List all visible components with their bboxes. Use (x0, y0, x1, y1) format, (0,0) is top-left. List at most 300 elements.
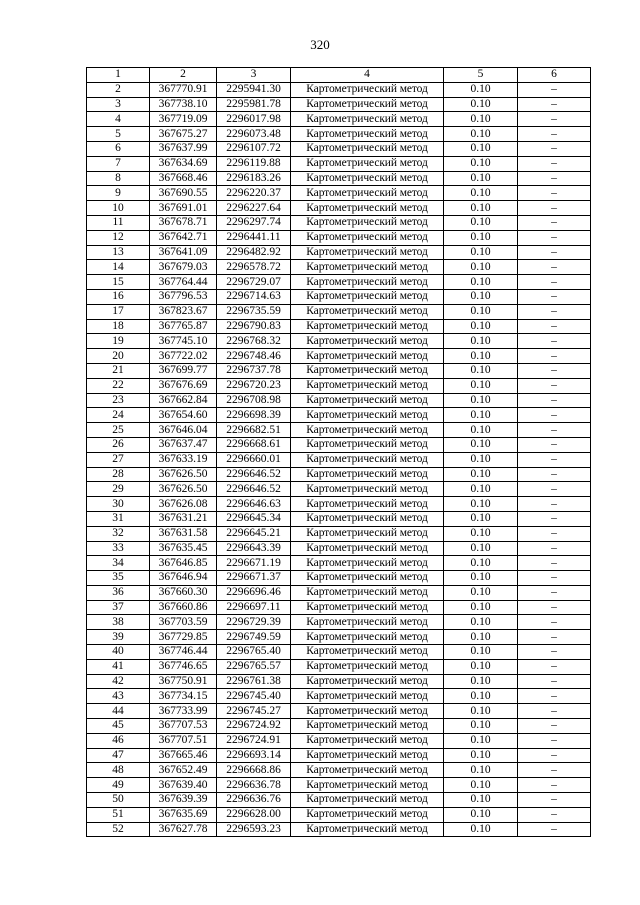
accuracy-cell: 0.10 (444, 452, 518, 467)
table-row (87, 378, 591, 393)
accuracy-cell: 0.10 (444, 97, 518, 112)
method-cell: Картометрический метод (291, 541, 444, 556)
y-coordinate-cell: 2296765.57 (217, 659, 291, 674)
x-coordinate-cell: 367639.40 (150, 778, 217, 793)
method-cell: Картометрический метод (291, 378, 444, 393)
note-cell: – (518, 748, 591, 763)
accuracy-cell: 0.10 (444, 541, 518, 556)
table-row (87, 511, 591, 526)
x-coordinate-cell: 367660.86 (150, 600, 217, 615)
x-coordinate-cell: 367675.27 (150, 127, 217, 142)
point-number-cell: 45 (87, 719, 150, 734)
x-coordinate-cell: 367654.60 (150, 408, 217, 423)
y-coordinate-cell: 2296768.32 (217, 334, 291, 349)
note-cell: – (518, 378, 591, 393)
method-cell: Картометрический метод (291, 319, 444, 334)
note-cell: – (518, 497, 591, 512)
point-number-cell: 18 (87, 319, 150, 334)
note-cell: – (518, 526, 591, 541)
table-row (87, 585, 591, 600)
accuracy-cell: 0.10 (444, 437, 518, 452)
y-coordinate-cell: 2296671.37 (217, 571, 291, 586)
point-number-cell: 26 (87, 437, 150, 452)
method-cell: Картометрический метод (291, 511, 444, 526)
x-coordinate-cell: 367626.08 (150, 497, 217, 512)
table-row (87, 423, 591, 438)
y-coordinate-cell: 2296682.51 (217, 423, 291, 438)
note-cell: – (518, 571, 591, 586)
method-cell: Картометрический метод (291, 215, 444, 230)
method-cell: Картометрический метод (291, 349, 444, 364)
point-number-cell: 32 (87, 526, 150, 541)
point-number-cell: 52 (87, 822, 150, 837)
x-coordinate-cell: 367627.78 (150, 822, 217, 837)
point-number-cell: 39 (87, 630, 150, 645)
method-cell: Картометрический метод (291, 423, 444, 438)
method-cell: Картометрический метод (291, 245, 444, 260)
note-cell: – (518, 319, 591, 334)
accuracy-cell: 0.10 (444, 719, 518, 734)
method-cell: Картометрический метод (291, 571, 444, 586)
method-cell: Картометрический метод (291, 556, 444, 571)
accuracy-cell: 0.10 (444, 260, 518, 275)
y-coordinate-cell: 2296593.23 (217, 822, 291, 837)
accuracy-cell: 0.10 (444, 585, 518, 600)
point-number-cell: 10 (87, 201, 150, 216)
point-number-cell: 13 (87, 245, 150, 260)
x-coordinate-cell: 367642.71 (150, 230, 217, 245)
coordinates-table (86, 67, 591, 837)
accuracy-cell: 0.10 (444, 186, 518, 201)
x-coordinate-cell: 367734.15 (150, 689, 217, 704)
method-cell: Картометрический метод (291, 275, 444, 290)
method-cell: Картометрический метод (291, 482, 444, 497)
table-row (87, 260, 591, 275)
accuracy-cell: 0.10 (444, 275, 518, 290)
table-body (87, 82, 591, 837)
x-coordinate-cell: 367679.03 (150, 260, 217, 275)
note-cell: – (518, 245, 591, 260)
y-coordinate-cell: 2296482.92 (217, 245, 291, 260)
x-coordinate-cell: 367633.19 (150, 452, 217, 467)
method-cell: Картометрический метод (291, 497, 444, 512)
point-number-cell: 37 (87, 600, 150, 615)
note-cell: – (518, 733, 591, 748)
note-cell: – (518, 393, 591, 408)
point-number-cell: 47 (87, 748, 150, 763)
method-cell: Картометрический метод (291, 260, 444, 275)
x-coordinate-cell: 367646.85 (150, 556, 217, 571)
table-row (87, 526, 591, 541)
table-row (87, 319, 591, 334)
note-cell: – (518, 215, 591, 230)
accuracy-cell: 0.10 (444, 230, 518, 245)
method-cell: Картометрический метод (291, 97, 444, 112)
x-coordinate-cell: 367770.91 (150, 82, 217, 97)
note-cell: – (518, 467, 591, 482)
y-coordinate-cell: 2296119.88 (217, 156, 291, 171)
x-coordinate-cell: 367707.51 (150, 733, 217, 748)
note-cell: – (518, 82, 591, 97)
y-coordinate-cell: 2296720.23 (217, 378, 291, 393)
note-cell: – (518, 171, 591, 186)
table-row (87, 482, 591, 497)
note-cell: – (518, 289, 591, 304)
note-cell: – (518, 778, 591, 793)
point-number-cell: 17 (87, 304, 150, 319)
accuracy-cell: 0.10 (444, 141, 518, 156)
accuracy-cell: 0.10 (444, 289, 518, 304)
x-coordinate-cell: 367699.77 (150, 363, 217, 378)
table-row (87, 630, 591, 645)
accuracy-cell: 0.10 (444, 334, 518, 349)
point-number-cell: 35 (87, 571, 150, 586)
accuracy-cell: 0.10 (444, 645, 518, 660)
note-cell: – (518, 659, 591, 674)
table-row (87, 807, 591, 822)
y-coordinate-cell: 2296183.26 (217, 171, 291, 186)
point-number-cell: 22 (87, 378, 150, 393)
note-cell: – (518, 423, 591, 438)
x-coordinate-cell: 367634.69 (150, 156, 217, 171)
x-coordinate-cell: 367678.71 (150, 215, 217, 230)
table-row (87, 600, 591, 615)
accuracy-cell: 0.10 (444, 112, 518, 127)
method-cell: Картометрический метод (291, 659, 444, 674)
table-row (87, 467, 591, 482)
method-cell: Картометрический метод (291, 363, 444, 378)
table-row (87, 497, 591, 512)
note-cell: – (518, 334, 591, 349)
accuracy-cell: 0.10 (444, 482, 518, 497)
point-number-cell: 14 (87, 260, 150, 275)
point-number-cell: 27 (87, 452, 150, 467)
y-coordinate-cell: 2296107.72 (217, 141, 291, 156)
x-coordinate-cell: 367729.85 (150, 630, 217, 645)
accuracy-cell: 0.10 (444, 807, 518, 822)
y-coordinate-cell: 2296714.63 (217, 289, 291, 304)
point-number-cell: 24 (87, 408, 150, 423)
y-coordinate-cell: 2296693.14 (217, 748, 291, 763)
x-coordinate-cell: 367631.21 (150, 511, 217, 526)
table-row (87, 541, 591, 556)
note-cell: – (518, 645, 591, 660)
table-row (87, 127, 591, 142)
note-cell: – (518, 541, 591, 556)
point-number-cell: 42 (87, 674, 150, 689)
accuracy-cell: 0.10 (444, 378, 518, 393)
accuracy-cell: 0.10 (444, 215, 518, 230)
table-row (87, 275, 591, 290)
point-number-cell: 49 (87, 778, 150, 793)
point-number-cell: 44 (87, 704, 150, 719)
y-coordinate-cell: 2296671.19 (217, 556, 291, 571)
accuracy-cell: 0.10 (444, 659, 518, 674)
x-coordinate-cell: 367646.94 (150, 571, 217, 586)
table-row (87, 571, 591, 586)
x-coordinate-cell: 367637.47 (150, 437, 217, 452)
accuracy-cell: 0.10 (444, 556, 518, 571)
y-coordinate-cell: 2296220.37 (217, 186, 291, 201)
x-coordinate-cell: 367703.59 (150, 615, 217, 630)
y-coordinate-cell: 2296737.78 (217, 363, 291, 378)
table-row (87, 141, 591, 156)
note-cell: – (518, 156, 591, 171)
accuracy-cell: 0.10 (444, 127, 518, 142)
x-coordinate-cell: 367796.53 (150, 289, 217, 304)
note-cell: – (518, 112, 591, 127)
note-cell: – (518, 275, 591, 290)
y-coordinate-cell: 2296761.38 (217, 674, 291, 689)
table-row (87, 393, 591, 408)
table-row (87, 245, 591, 260)
accuracy-cell: 0.10 (444, 156, 518, 171)
note-cell: – (518, 127, 591, 142)
column-header: 3 (217, 68, 291, 83)
method-cell: Картометрический метод (291, 112, 444, 127)
x-coordinate-cell: 367738.10 (150, 97, 217, 112)
method-cell: Картометрический метод (291, 127, 444, 142)
column-header: 6 (518, 68, 591, 83)
y-coordinate-cell: 2296749.59 (217, 630, 291, 645)
note-cell: – (518, 807, 591, 822)
table-row (87, 452, 591, 467)
x-coordinate-cell: 367662.84 (150, 393, 217, 408)
y-coordinate-cell: 2296646.63 (217, 497, 291, 512)
method-cell: Картометрический метод (291, 719, 444, 734)
method-cell: Картометрический метод (291, 230, 444, 245)
accuracy-cell: 0.10 (444, 408, 518, 423)
table-row (87, 822, 591, 837)
y-coordinate-cell: 2296645.21 (217, 526, 291, 541)
point-number-cell: 2 (87, 82, 150, 97)
x-coordinate-cell: 367707.53 (150, 719, 217, 734)
table-row (87, 97, 591, 112)
point-number-cell: 7 (87, 156, 150, 171)
point-number-cell: 34 (87, 556, 150, 571)
accuracy-cell: 0.10 (444, 600, 518, 615)
y-coordinate-cell: 2296729.07 (217, 275, 291, 290)
x-coordinate-cell: 367635.69 (150, 807, 217, 822)
accuracy-cell: 0.10 (444, 778, 518, 793)
y-coordinate-cell: 2296628.00 (217, 807, 291, 822)
method-cell: Картометрический метод (291, 526, 444, 541)
table-row (87, 763, 591, 778)
point-number-cell: 25 (87, 423, 150, 438)
table-row (87, 215, 591, 230)
y-coordinate-cell: 2296724.92 (217, 719, 291, 734)
method-cell: Картометрический метод (291, 615, 444, 630)
note-cell: – (518, 556, 591, 571)
note-cell: – (518, 511, 591, 526)
method-cell: Картометрический метод (291, 600, 444, 615)
y-coordinate-cell: 2296790.83 (217, 319, 291, 334)
y-coordinate-cell: 2296708.98 (217, 393, 291, 408)
table-row (87, 230, 591, 245)
accuracy-cell: 0.10 (444, 763, 518, 778)
point-number-cell: 8 (87, 171, 150, 186)
accuracy-cell: 0.10 (444, 423, 518, 438)
x-coordinate-cell: 367691.01 (150, 201, 217, 216)
table-row (87, 659, 591, 674)
header-row (87, 68, 591, 83)
method-cell: Картометрический метод (291, 304, 444, 319)
accuracy-cell: 0.10 (444, 82, 518, 97)
x-coordinate-cell: 367660.30 (150, 585, 217, 600)
x-coordinate-cell: 367635.45 (150, 541, 217, 556)
point-number-cell: 36 (87, 585, 150, 600)
note-cell: – (518, 719, 591, 734)
y-coordinate-cell: 2296748.46 (217, 349, 291, 364)
note-cell: – (518, 230, 591, 245)
method-cell: Картометрический метод (291, 171, 444, 186)
point-number-cell: 46 (87, 733, 150, 748)
note-cell: – (518, 674, 591, 689)
x-coordinate-cell: 367652.49 (150, 763, 217, 778)
y-coordinate-cell: 2296660.01 (217, 452, 291, 467)
accuracy-cell: 0.10 (444, 526, 518, 541)
table-row (87, 408, 591, 423)
table-row (87, 304, 591, 319)
point-number-cell: 30 (87, 497, 150, 512)
accuracy-cell: 0.10 (444, 393, 518, 408)
x-coordinate-cell: 367646.04 (150, 423, 217, 438)
x-coordinate-cell: 367668.46 (150, 171, 217, 186)
point-number-cell: 19 (87, 334, 150, 349)
table-row (87, 156, 591, 171)
x-coordinate-cell: 367750.91 (150, 674, 217, 689)
method-cell: Картометрический метод (291, 467, 444, 482)
note-cell: – (518, 793, 591, 808)
method-cell: Картометрический метод (291, 393, 444, 408)
note-cell: – (518, 585, 591, 600)
table-row (87, 437, 591, 452)
table-row (87, 748, 591, 763)
point-number-cell: 48 (87, 763, 150, 778)
note-cell: – (518, 437, 591, 452)
table-header (87, 68, 591, 83)
note-cell: – (518, 600, 591, 615)
accuracy-cell: 0.10 (444, 733, 518, 748)
table-row (87, 289, 591, 304)
point-number-cell: 12 (87, 230, 150, 245)
note-cell: – (518, 97, 591, 112)
y-coordinate-cell: 2296297.74 (217, 215, 291, 230)
method-cell: Картометрический метод (291, 763, 444, 778)
x-coordinate-cell: 367626.50 (150, 467, 217, 482)
method-cell: Картометрический метод (291, 807, 444, 822)
x-coordinate-cell: 367637.99 (150, 141, 217, 156)
note-cell: – (518, 630, 591, 645)
y-coordinate-cell: 2296697.11 (217, 600, 291, 615)
column-header: 2 (150, 68, 217, 83)
point-number-cell: 40 (87, 645, 150, 660)
point-number-cell: 29 (87, 482, 150, 497)
point-number-cell: 5 (87, 127, 150, 142)
note-cell: – (518, 408, 591, 423)
table-row (87, 363, 591, 378)
y-coordinate-cell: 2296073.48 (217, 127, 291, 142)
table-row (87, 556, 591, 571)
method-cell: Картометрический метод (291, 201, 444, 216)
accuracy-cell: 0.10 (444, 689, 518, 704)
x-coordinate-cell: 367765.87 (150, 319, 217, 334)
note-cell: – (518, 615, 591, 630)
y-coordinate-cell: 2296643.39 (217, 541, 291, 556)
x-coordinate-cell: 367719.09 (150, 112, 217, 127)
point-number-cell: 11 (87, 215, 150, 230)
method-cell: Картометрический метод (291, 585, 444, 600)
accuracy-cell: 0.10 (444, 793, 518, 808)
x-coordinate-cell: 367641.09 (150, 245, 217, 260)
note-cell: – (518, 349, 591, 364)
note-cell: – (518, 304, 591, 319)
x-coordinate-cell: 367746.65 (150, 659, 217, 674)
y-coordinate-cell: 2296636.78 (217, 778, 291, 793)
accuracy-cell: 0.10 (444, 349, 518, 364)
point-number-cell: 21 (87, 363, 150, 378)
x-coordinate-cell: 367626.50 (150, 482, 217, 497)
column-header: 5 (444, 68, 518, 83)
point-number-cell: 3 (87, 97, 150, 112)
y-coordinate-cell: 2296646.52 (217, 467, 291, 482)
point-number-cell: 20 (87, 349, 150, 364)
method-cell: Картометрический метод (291, 748, 444, 763)
column-header: 4 (291, 68, 444, 83)
accuracy-cell: 0.10 (444, 319, 518, 334)
y-coordinate-cell: 2296745.27 (217, 704, 291, 719)
y-coordinate-cell: 2296578.72 (217, 260, 291, 275)
method-cell: Картометрический метод (291, 141, 444, 156)
point-number-cell: 6 (87, 141, 150, 156)
y-coordinate-cell: 2296729.39 (217, 615, 291, 630)
x-coordinate-cell: 367823.67 (150, 304, 217, 319)
accuracy-cell: 0.10 (444, 171, 518, 186)
point-number-cell: 33 (87, 541, 150, 556)
point-number-cell: 15 (87, 275, 150, 290)
x-coordinate-cell: 367733.99 (150, 704, 217, 719)
accuracy-cell: 0.10 (444, 822, 518, 837)
method-cell: Картометрический метод (291, 645, 444, 660)
point-number-cell: 23 (87, 393, 150, 408)
table-row (87, 201, 591, 216)
method-cell: Картометрический метод (291, 156, 444, 171)
method-cell: Картометрический метод (291, 452, 444, 467)
method-cell: Картометрический метод (291, 704, 444, 719)
method-cell: Картометрический метод (291, 437, 444, 452)
table-row (87, 733, 591, 748)
y-coordinate-cell: 2296724.91 (217, 733, 291, 748)
table-row (87, 645, 591, 660)
method-cell: Картометрический метод (291, 289, 444, 304)
point-number-cell: 28 (87, 467, 150, 482)
note-cell: – (518, 201, 591, 216)
note-cell: – (518, 704, 591, 719)
accuracy-cell: 0.10 (444, 363, 518, 378)
accuracy-cell: 0.10 (444, 748, 518, 763)
y-coordinate-cell: 2296668.61 (217, 437, 291, 452)
method-cell: Картометрический метод (291, 793, 444, 808)
method-cell: Картометрический метод (291, 408, 444, 423)
point-number-cell: 38 (87, 615, 150, 630)
x-coordinate-cell: 367764.44 (150, 275, 217, 290)
method-cell: Картометрический метод (291, 630, 444, 645)
note-cell: – (518, 482, 591, 497)
y-coordinate-cell: 2296668.86 (217, 763, 291, 778)
point-number-cell: 51 (87, 807, 150, 822)
note-cell: – (518, 141, 591, 156)
y-coordinate-cell: 2296017.98 (217, 112, 291, 127)
